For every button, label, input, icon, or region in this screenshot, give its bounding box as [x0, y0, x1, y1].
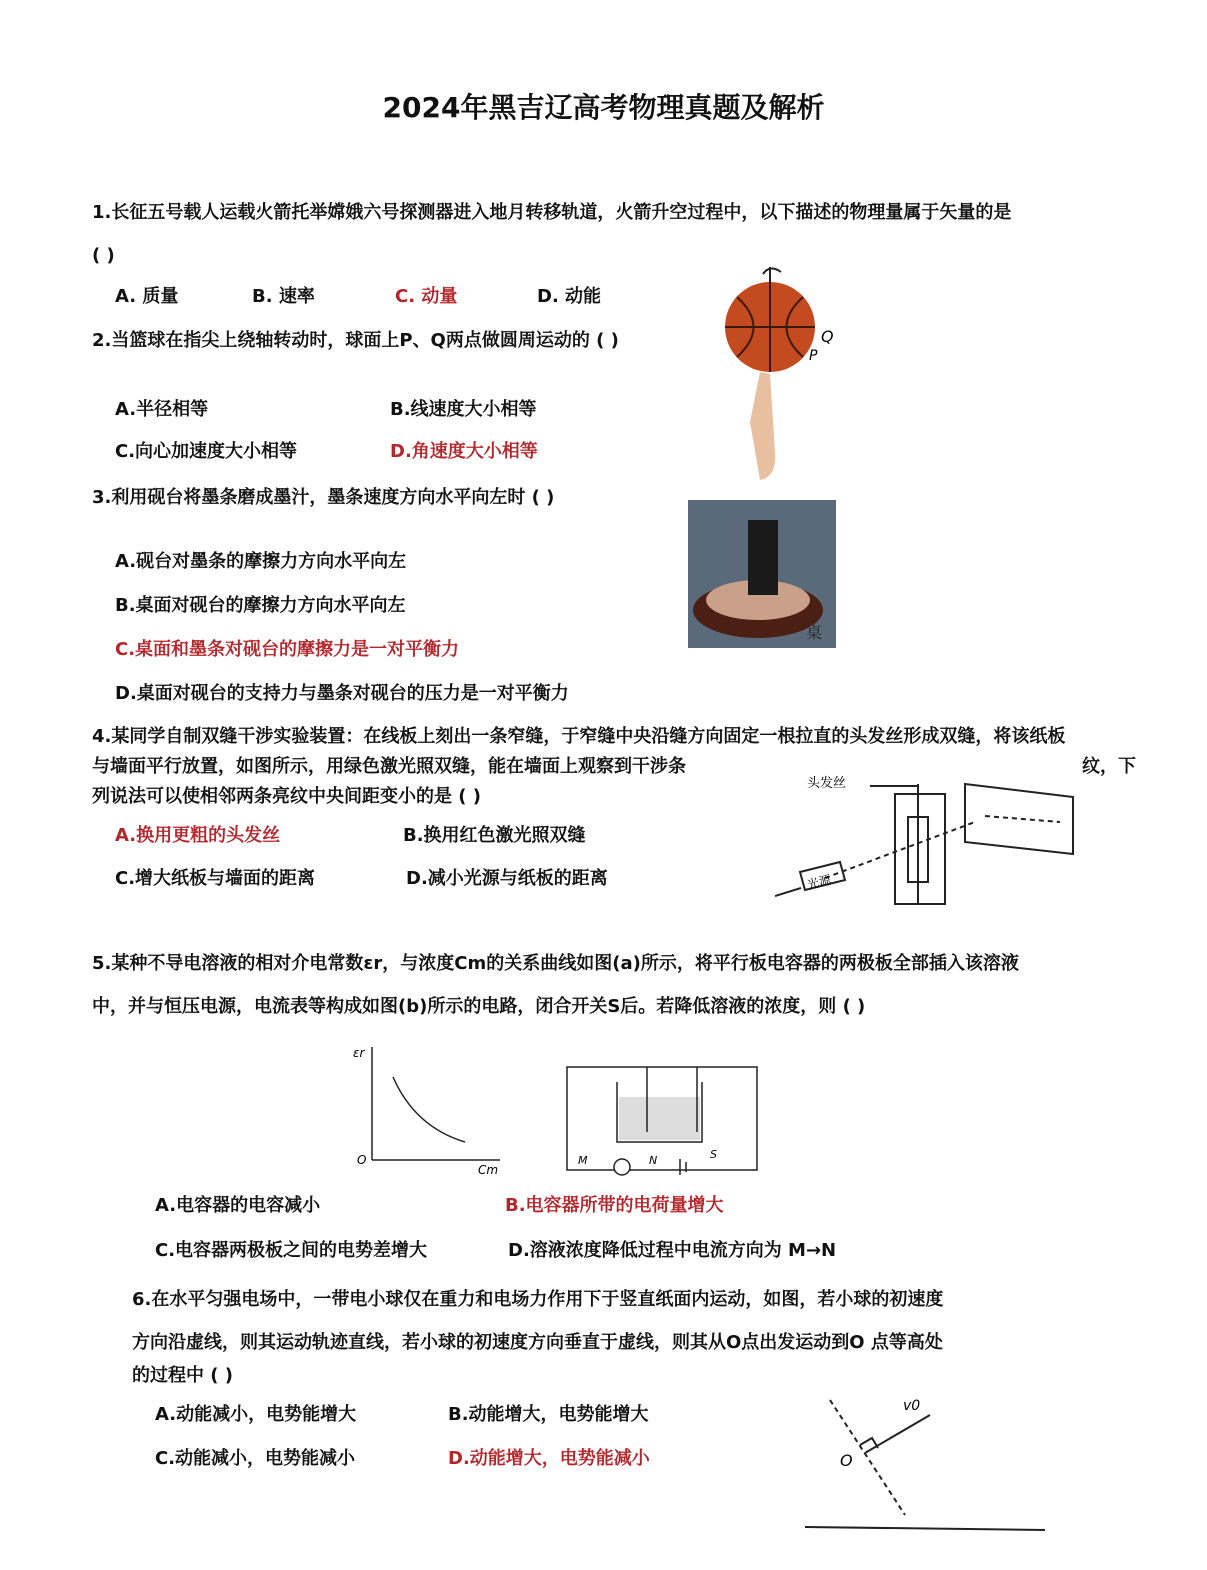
q5-line-2: 中，并与恒压电源，电流表等构成如图(b)所示的电路，闭合开关S后。若降低溶液的浓度，则 ( ): [92, 996, 866, 1017]
desk-label: 桌: [806, 623, 823, 642]
q2-option-d: D.角速度大小相等: [390, 441, 538, 462]
q4-line-3: 列说法可以使相邻两条亮纹中央间距变小的是 ( ): [92, 786, 481, 807]
q3-option-a: A.砚台对墨条的摩擦力方向水平向左: [115, 551, 407, 572]
q4-option-a: A.换用更粗的头发丝: [115, 825, 281, 846]
q5-option-b: B.电容器所带的电荷量增大: [505, 1195, 724, 1216]
q3-stem: 3.利用砚台将墨条磨成墨汁，墨条速度方向水平向左时 ( ): [92, 487, 555, 508]
q1-option-d: D. 动能: [537, 286, 602, 307]
switch-label: S: [710, 1148, 717, 1161]
origin-label: O: [357, 1153, 367, 1167]
q4-option-d: D.减小光源与纸板的距离: [406, 868, 608, 889]
q6-option-a: A.动能减小，电势能增大: [155, 1404, 357, 1425]
hair-label: 头发丝: [807, 776, 847, 791]
label-p: P: [809, 348, 818, 364]
q5-option-c: C.电容器两极板之间的电势差增大: [155, 1240, 428, 1261]
v0-label: v0: [903, 1398, 921, 1414]
graph-a: [345, 1042, 505, 1177]
q6-line-2: 方向沿虚线，则其运动轨迹直线，若小球的初速度方向垂直于虚线，则其从O点出发运动到O 点等高处: [132, 1332, 943, 1353]
q4-line-1: 4.某同学自制双缝干涉实验装置：在线板上刻出一条窄缝，于窄缝中央沿缝方向固定一根拉直的头发丝形成双缝，将该纸板: [92, 726, 1066, 747]
circuit-b: [562, 1062, 762, 1177]
q1-blank: ( ): [92, 245, 115, 266]
page-title: 2024年黑吉辽高考物理真题及解析: [382, 91, 825, 124]
double-slit-figure: [775, 772, 1080, 907]
electric-field-figure: [800, 1390, 1050, 1535]
label-q: Q: [821, 327, 834, 346]
q2-option-c: C.向心加速度大小相等: [115, 441, 298, 462]
q4-option-b: B.换用红色激光照双缝: [403, 825, 586, 846]
q1-option-b: B. 速率: [252, 286, 315, 307]
q5-option-a: A.电容器的电容减小: [155, 1195, 321, 1216]
q1-option-a: A. 质量: [115, 286, 179, 307]
q5-option-d: D.溶液浓度降低过程中电流方向为 M→N: [508, 1240, 837, 1261]
q6-option-b: B.动能增大，电势能增大: [448, 1404, 649, 1425]
q2-stem: 2.当篮球在指尖上绕轴转动时，球面上P、Q两点做圆周运动的 ( ): [92, 330, 619, 351]
q3-option-d: D.桌面对砚台的支持力与墨条对砚台的压力是一对平衡力: [115, 683, 569, 704]
q6-line-1: 6.在水平匀强电场中，一带电小球仅在重力和电场力作用下于竖直纸面内运动，如图，若小球的初速度: [132, 1289, 944, 1310]
inkstone-photo: [688, 500, 836, 648]
light-source-label: 光源: [805, 872, 833, 893]
q1-stem: 1.长征五号载人运载火箭托举嫦娥六号探测器进入地月转移轨道，火箭升空过程中，以下描述的物理量属于矢量的是: [92, 202, 1012, 223]
o-label: O: [840, 1451, 853, 1470]
q4-line-2: 与墙面平行放置，如图所示，用绿色激光照双缝，能在墙面上观察到干涉条: [92, 756, 686, 777]
q3-option-c: C.桌面和墨条对砚台的摩擦力是一对平衡力: [115, 639, 460, 660]
q1-option-c: C. 动量: [395, 286, 458, 307]
q2-option-a: A.半径相等: [115, 399, 209, 420]
x-axis-label: Cm: [478, 1163, 499, 1177]
q3-option-b: B.桌面对砚台的摩擦力方向水平向左: [115, 595, 406, 616]
q6-option-c: C.动能减小，电势能减小: [155, 1448, 356, 1469]
m-label: M: [578, 1154, 588, 1167]
q5-line-1: 5.某种不导电溶液的相对介电常数εr，与浓度Cm的关系曲线如图(a)所示，将平行板电容器的两极板全部插入该溶液: [92, 953, 1019, 974]
basketball-figure: [715, 262, 845, 482]
y-axis-label: εr: [353, 1046, 365, 1060]
q2-option-b: B.线速度大小相等: [390, 399, 537, 420]
n-label: N: [649, 1154, 658, 1167]
q4-line-2-end: 纹，下: [1082, 756, 1136, 777]
q6-line-3: 的过程中 ( ): [132, 1365, 233, 1386]
q4-option-c: C.增大纸板与墙面的距离: [115, 868, 316, 889]
q6-option-d: D.动能增大，电势能减小: [448, 1448, 650, 1469]
